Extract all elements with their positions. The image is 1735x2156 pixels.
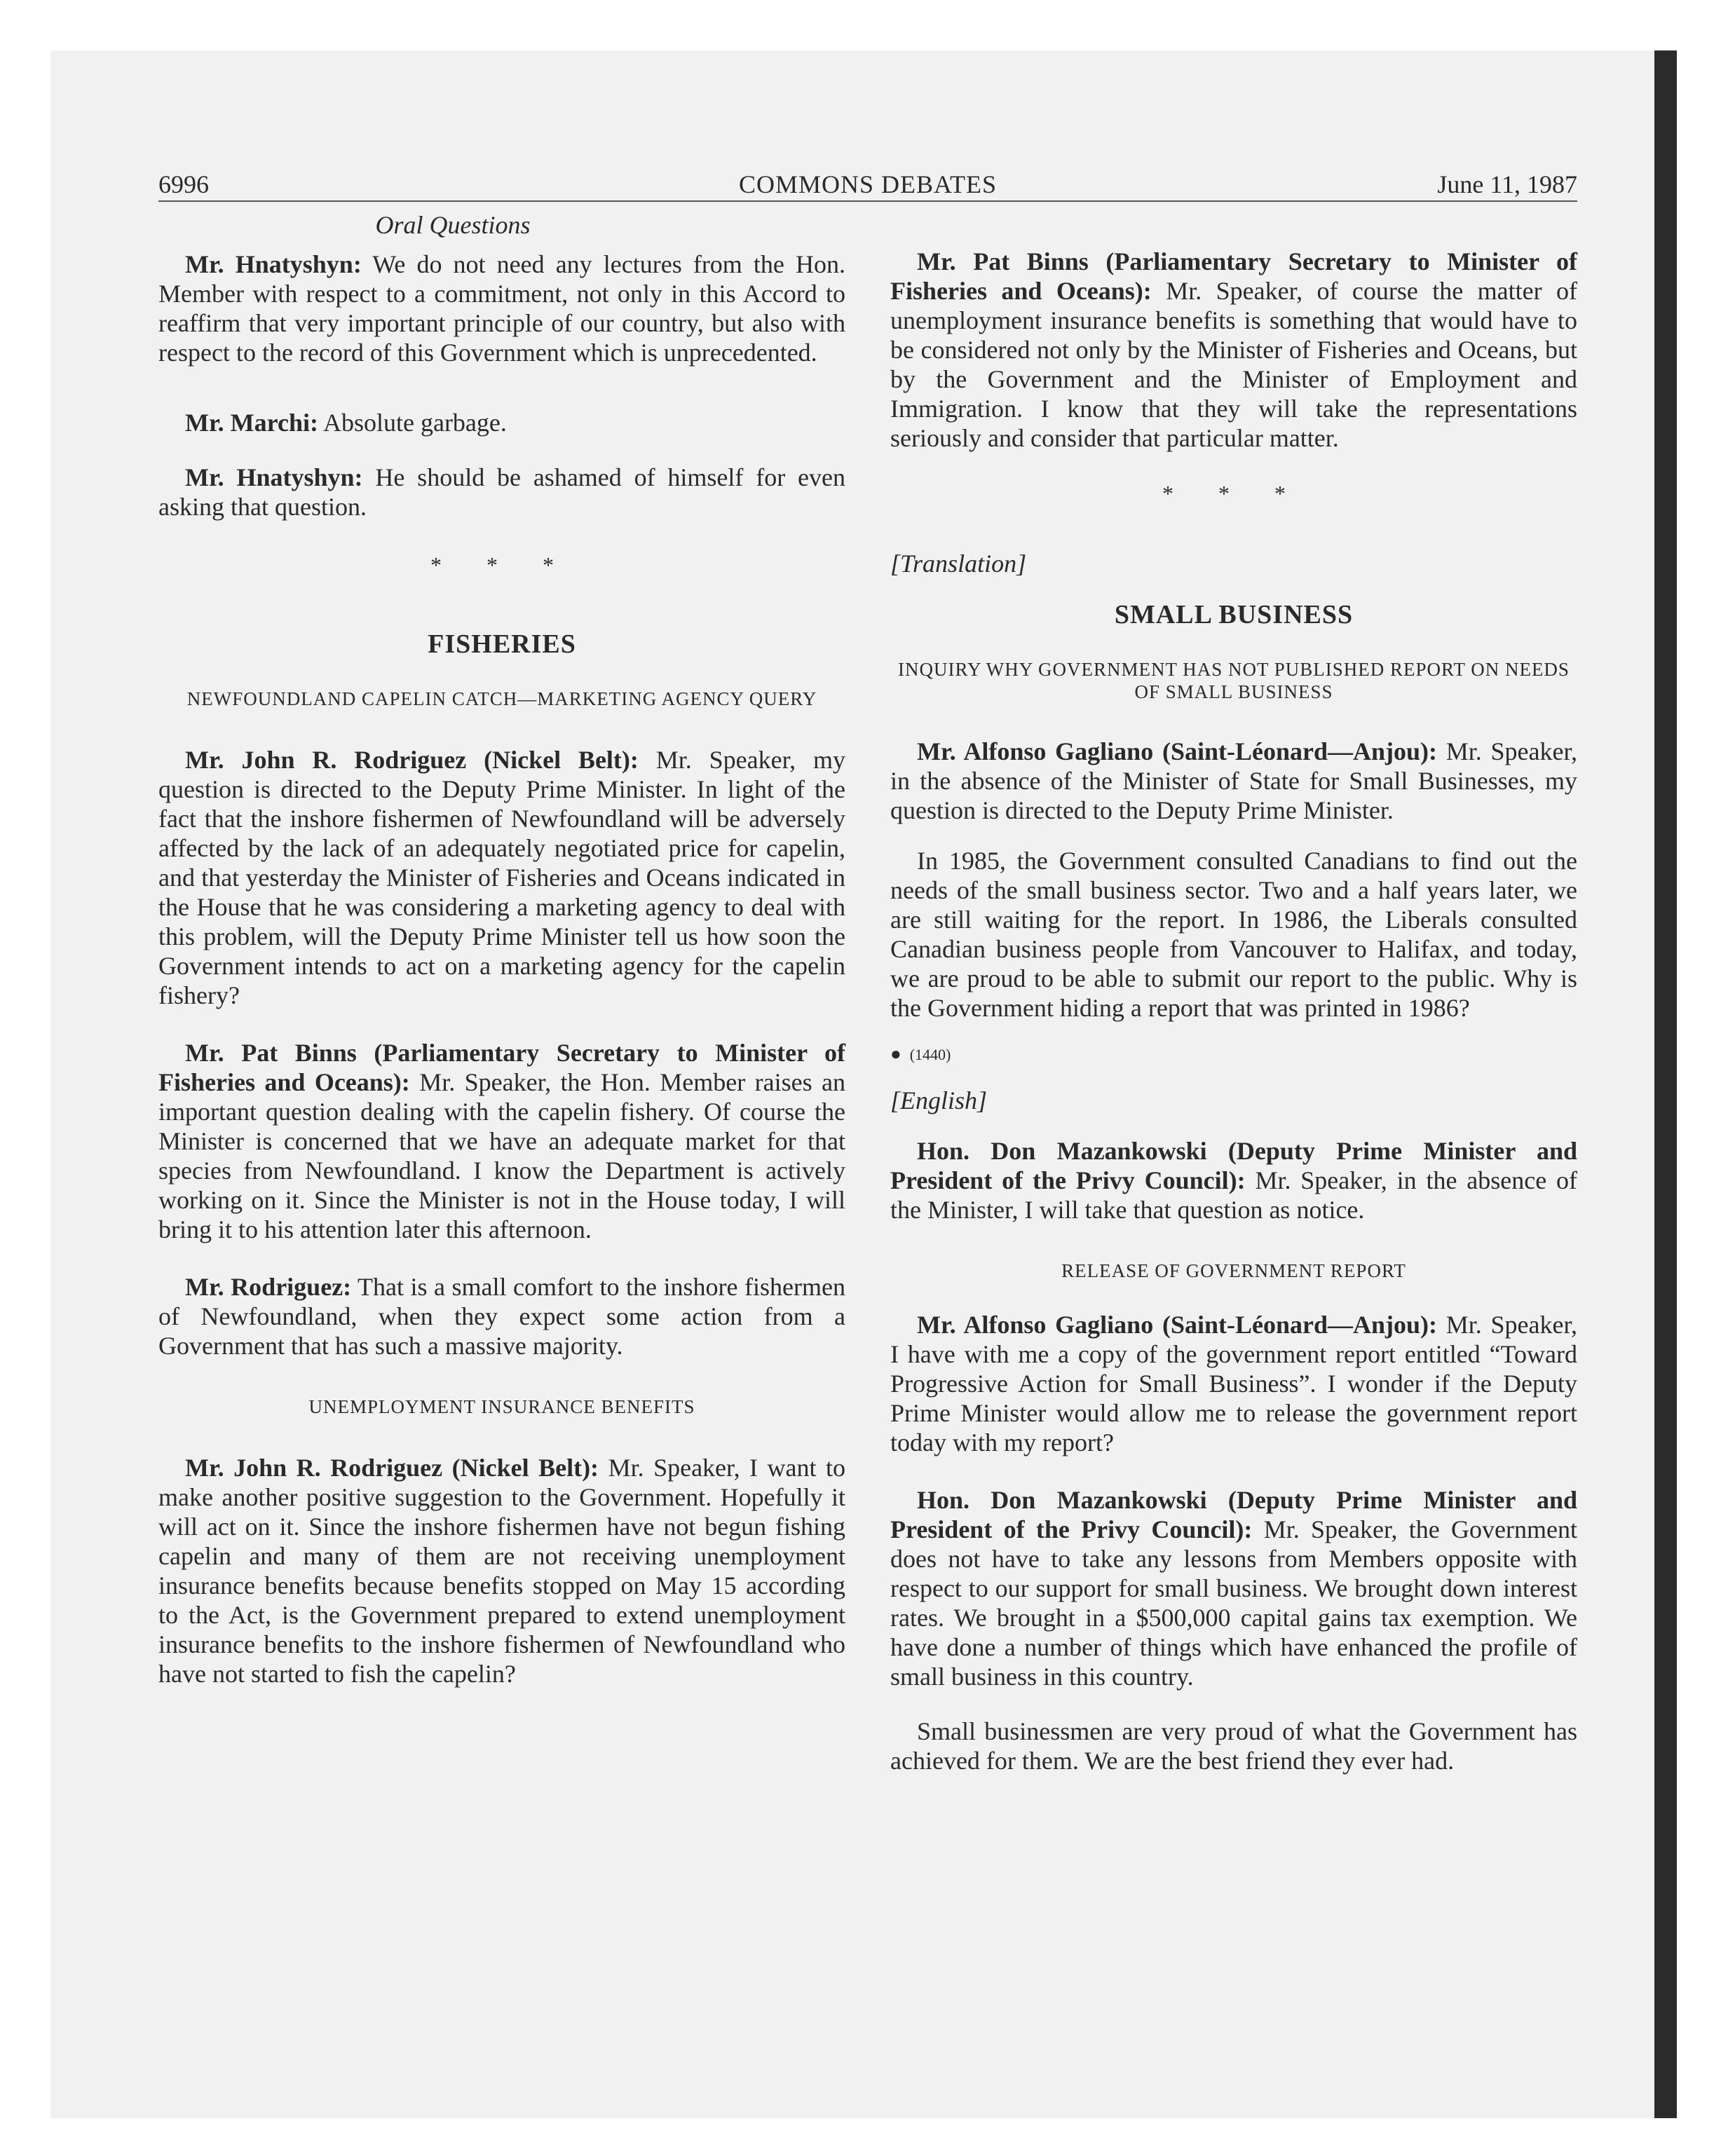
speaker-name: Mr. John R. Rodriguez (Nickel Belt):	[185, 746, 639, 774]
speaker-name: Mr. Alfonso Gagliano (Saint-Léonard—Anjou):	[917, 737, 1437, 765]
section-separator: * * *	[430, 552, 573, 578]
speaker-name: Mr. Hnatyshyn:	[185, 250, 362, 278]
subsection-heading: NEWFOUNDLAND CAPELIN CATCH—MARKETING AGENCY QUERY	[186, 688, 817, 709]
speaker-name: Mr. Alfonso Gagliano (Saint-Léonard—Anjou):	[917, 1311, 1437, 1339]
speech-text: In 1985, the Government consulted Canadians to find out the needs of the small business sector. Two and a half years later, we are still waiting for the report. In 1986, the Liberals consulted Canadian business people from Vancouver to Halifax, and today, we are proud to be able to submit our report to the public. Why is the Government hiding a report that was printed in 1986?	[890, 847, 1577, 1022]
speaker-name: Mr. Marchi:	[185, 409, 318, 437]
section-label: Oral Questions	[375, 211, 531, 239]
speaker-name: Mr. Pat Binns (Parliamentary Secretary to Minister of Fisheries and Oceans):	[890, 247, 1577, 305]
speech-paragraph	[890, 1485, 1577, 1691]
speech-text: Mr. Speaker, the Hon. Member raises an important question dealing with the capelin fishery. Of course the Minister is concerned that we have an adequate market for that species from Newfoundland. I know the Department is actively working on it. Since the Minister is not in the House today, I will bring it to his attention later this afternoon.	[158, 1068, 846, 1243]
speech-text: That is a small comfort to the inshore fishermen of Newfoundland, when they expect some action from a Government that has such a massive majority.	[158, 1273, 845, 1360]
timestamp	[890, 1044, 1577, 1065]
speech-paragraph	[890, 1717, 1577, 1775]
speech-paragraph	[158, 745, 845, 1010]
section-heading: SMALL BUSINESS	[1114, 600, 1354, 629]
two-column-body	[158, 202, 1577, 1796]
speech-paragraph	[158, 1453, 845, 1688]
speaker-name: Mr. Pat Binns (Parliamentary Secretary to Minister of Fisheries and Oceans):	[158, 1039, 845, 1096]
speech-text: Mr. Speaker, I want to make another positive suggestion to the Government. Hopefully it will act on it. Since the inshore fishermen have not begun fishing capelin and many of them are not receiving unemployment insurance benefits because benefits stopped on May 15 according to the Act, is the Government prepared to extend unemployment insurance benefits to the inshore fishermen of Newfoundland who have not started to fish the capelin?	[158, 1454, 846, 1688]
speech-text: Mr. Speaker, of course the matter of unemployment insurance benefits is something that would have to be considered not only by the Minister of Fisheries and Oceans, but by the Government and the Minister of Employment and Immigration. I know that they will take the representations seriously and consider that particular matter.	[890, 277, 1577, 452]
speech-text: We do not need any lectures from the Hon. Member with respect to a commitment, not only in this Accord to reaffirm that very important principle of our country, but also with respect to the record of this Government which is unprecedented.	[158, 250, 845, 367]
speech-paragraph	[890, 247, 1577, 453]
bullet-icon: ●	[890, 1044, 901, 1064]
section-separator: * * *	[1162, 481, 1305, 506]
speech-text: He should be ashamed of himself for even asking that question.	[158, 463, 845, 521]
running-head	[158, 168, 1577, 202]
speech-paragraph	[890, 1310, 1577, 1457]
publication-title: COMMONS DEBATES	[738, 170, 998, 198]
binding-edge	[1654, 50, 1677, 2118]
subsection-heading: UNEMPLOYMENT INSURANCE BENEFITS	[308, 1396, 695, 1417]
speech-paragraph	[158, 408, 845, 437]
section-heading: FISHERIES	[428, 629, 576, 659]
publication-date: June 11, 1987	[1437, 170, 1577, 198]
speech-paragraph	[158, 463, 845, 521]
speaker-name: Mr. Rodriguez:	[185, 1273, 352, 1301]
right-column	[890, 202, 1577, 1796]
speech-paragraph	[158, 1272, 845, 1360]
subsection-heading: INQUIRY WHY GOVERNMENT HAS NOT PUBLISHED REPORT ON NEEDS OF SMALL BUSINESS	[898, 659, 1570, 702]
speaker-name: Hon. Don Mazankowski (Deputy Prime Minister and President of the Privy Council):	[890, 1137, 1577, 1194]
speech-paragraph	[158, 250, 845, 367]
language-marker: [Translation]	[890, 550, 1027, 578]
page-content	[158, 168, 1577, 1796]
page-number: 6996	[158, 170, 209, 198]
timestamp-text: (1440)	[909, 1046, 951, 1063]
speech-text: Absolute garbage.	[322, 409, 507, 437]
speech-paragraph	[890, 1136, 1577, 1224]
speech-paragraph	[158, 1038, 845, 1244]
left-column	[158, 202, 845, 1796]
speech-paragraph	[890, 846, 1577, 1023]
speech-text: Mr. Speaker, the Government does not have to take any lessons from Members opposite with respect to our support for small business. We brought down interest rates. We brought in a $500,000 capital gains tax exemption. We have done a number of things which have enhanced the profile of small business in this country.	[890, 1515, 1578, 1691]
speech-text: Mr. Speaker, in the absence of the Minister, I will take that question as notice.	[890, 1166, 1578, 1224]
subsection-heading: RELEASE OF GOVERNMENT REPORT	[1061, 1260, 1406, 1281]
language-marker: [English]	[890, 1086, 988, 1114]
speech-text: Mr. Speaker, my question is directed to the Deputy Prime Minister. In light of the fact that the inshore fishermen of Newfoundland will be adversely affected by the lack of an adequately negotiated price for capelin, and that yesterday the Minister of Fisheries and Oceans indicated in the House that he was considering a marketing agency to deal with this problem, will the Deputy Prime Minister tell us how soon the Government intends to act on a marketing agency for the capelin fishery?	[158, 746, 845, 1009]
speaker-name: Hon. Don Mazankowski (Deputy Prime Minister and President of the Privy Council):	[890, 1486, 1577, 1543]
speaker-name: Mr. John R. Rodriguez (Nickel Belt):	[185, 1454, 599, 1482]
speech-paragraph	[890, 737, 1577, 825]
speech-text: Small businessmen are very proud of what the Government has achieved for them. We are the best friend they ever had.	[890, 1717, 1577, 1775]
speech-text: Mr. Speaker, in the absence of the Minister of State for Small Businesses, my question is directed to the Deputy Prime Minister.	[890, 737, 1577, 824]
speech-text: Mr. Speaker, I have with me a copy of the government report entitled “Toward Progressive Action for Small Business”. I wonder if the Deputy Prime Minister would allow me to release the government report today with my report?	[890, 1311, 1577, 1456]
speaker-name: Mr. Hnatyshyn:	[185, 463, 363, 491]
